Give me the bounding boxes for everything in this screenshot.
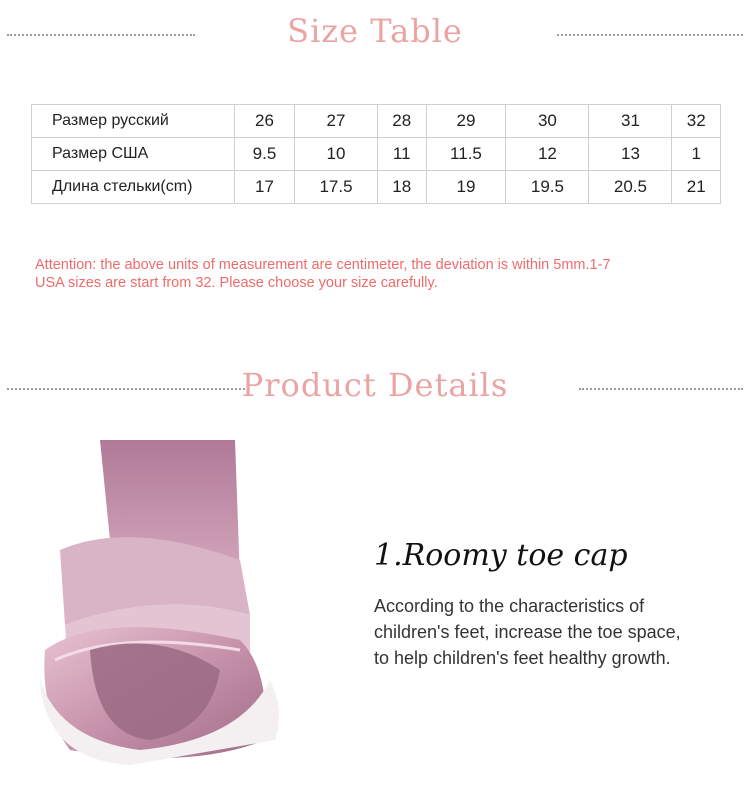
size-table-heading: [0, 12, 750, 50]
product-details-heading: [0, 366, 750, 404]
table-cell: 1: [672, 138, 721, 171]
row-label: Размер русский: [32, 105, 235, 138]
size-table-title: Size Table: [287, 12, 463, 50]
table-cell: 10: [294, 138, 377, 171]
table-cell: 11: [378, 138, 427, 171]
table-row: [32, 105, 721, 138]
feature-line: children's feet, increase the toe space,: [374, 622, 681, 642]
table-cell: 30: [506, 105, 589, 138]
table-cell: 27: [294, 105, 377, 138]
table-cell: 9.5: [235, 138, 295, 171]
table-cell: 18: [378, 171, 427, 204]
table-cell: 26: [235, 105, 295, 138]
table-cell: 28: [378, 105, 427, 138]
feature-line: According to the characteristics of: [374, 596, 645, 616]
table-cell: 21: [672, 171, 721, 204]
table-cell: 20.5: [589, 171, 672, 204]
feature-description: [374, 593, 734, 671]
table-cell: 19: [426, 171, 506, 204]
table-cell: 11.5: [426, 138, 506, 171]
table-cell: 17: [235, 171, 295, 204]
row-label: Длина стельки(cm): [32, 171, 235, 204]
attention-line: USA sizes are start from 32. Please choose your size carefully.: [35, 275, 438, 291]
table-row: [32, 138, 721, 171]
table-cell: 29: [426, 105, 506, 138]
divider-right: [579, 388, 743, 390]
table-cell: 32: [672, 105, 721, 138]
attention-line: Attention: the above units of measurement are centimeter, the deviation is within 5mm.1-7: [35, 257, 611, 273]
divider-right: [557, 34, 743, 36]
table-cell: 17.5: [294, 171, 377, 204]
feature-line: to help children's feet healthy growth.: [374, 648, 671, 668]
size-table: [31, 104, 721, 204]
product-details-title: Product Details: [241, 366, 509, 404]
table-cell: 19.5: [506, 171, 589, 204]
feature-title: 1.Roomy toe cap: [374, 538, 628, 573]
table-cell: 31: [589, 105, 672, 138]
row-label: Размер США: [32, 138, 235, 171]
table-cell: 13: [589, 138, 672, 171]
shoe-photo: [40, 440, 315, 770]
table-row: [32, 171, 721, 204]
attention-note: [35, 256, 725, 292]
table-cell: 12: [506, 138, 589, 171]
